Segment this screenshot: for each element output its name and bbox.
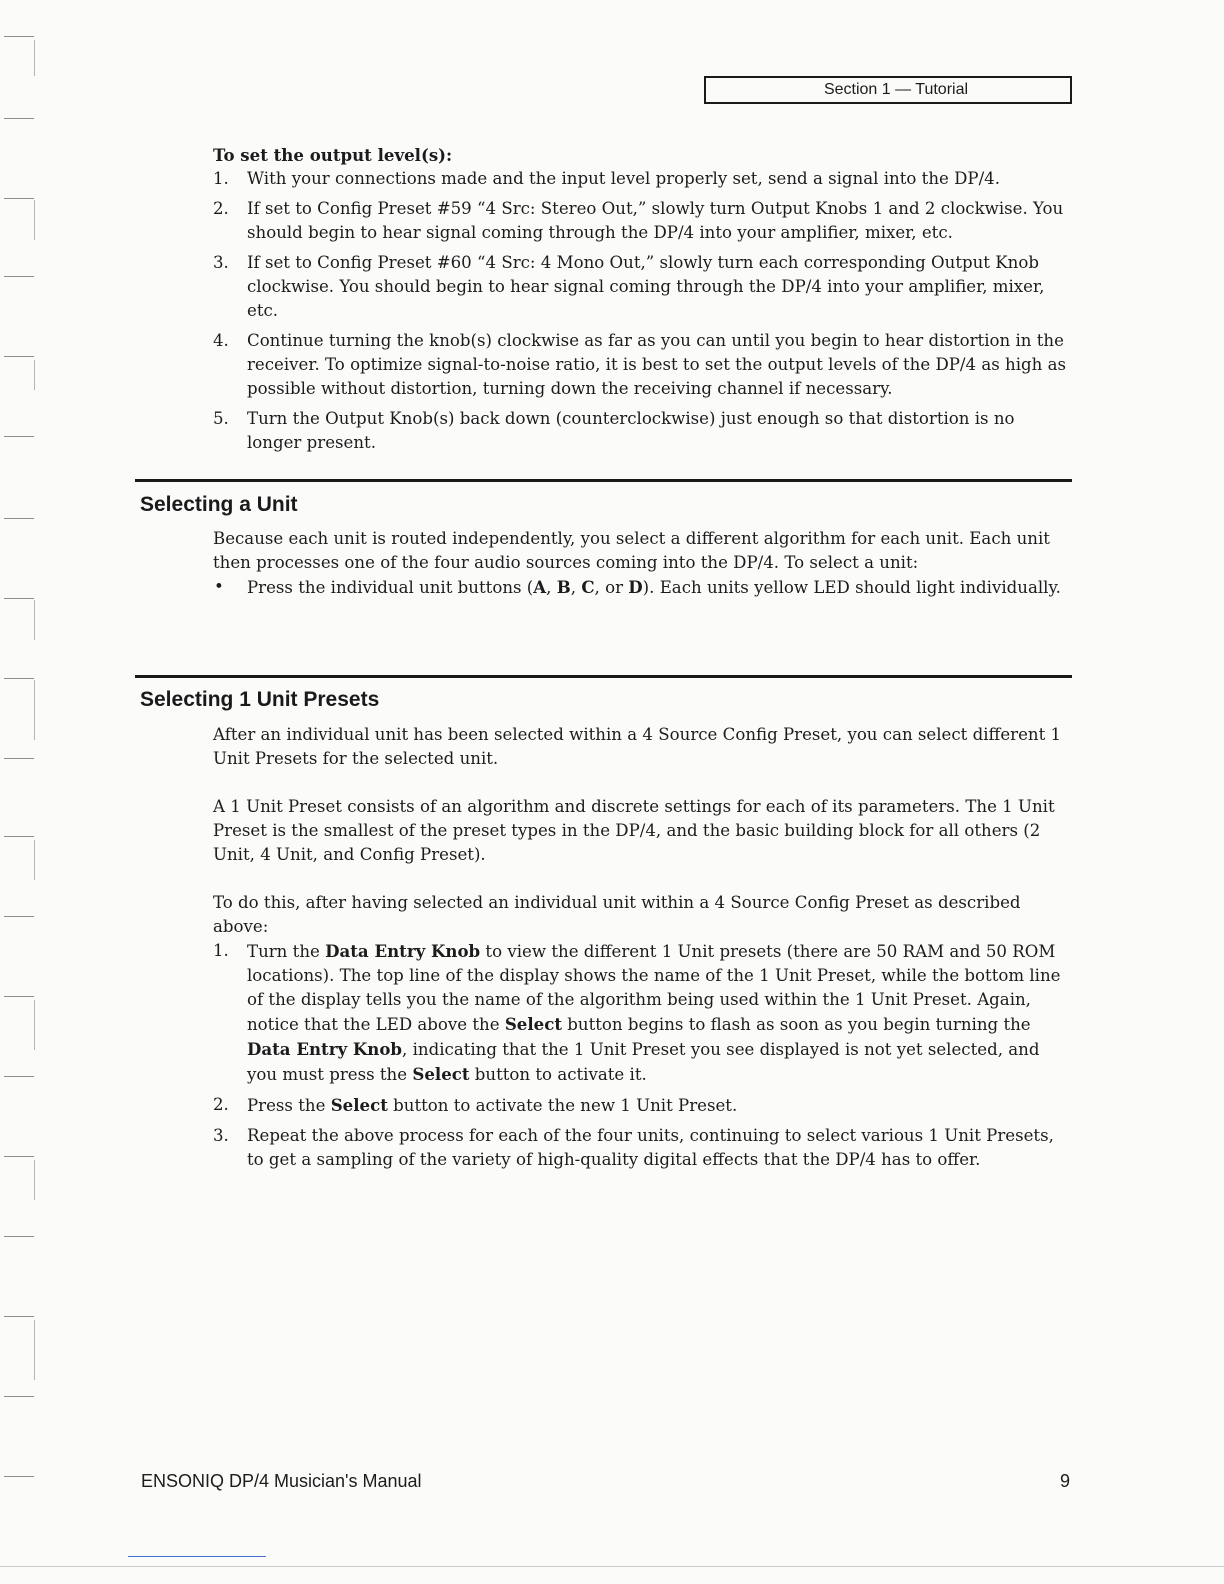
step-text: Turn the Output Knob(s) back down (counterclockwise) just enough so that distortion is no longer present. [247,409,1015,452]
unit-a-label: A [533,577,547,597]
data-entry-knob-label: Data Entry Knob [325,941,481,961]
step-text: , indicating that the 1 Unit Preset you see displayed is not yet selected, and you must press the [247,1040,1040,1084]
step-text: Turn the [247,942,326,961]
page-number: 9 [1059,1471,1070,1491]
step-number: 2. [213,199,229,218]
output-levels-steps [213,167,1073,455]
step-number: 1. [213,169,229,188]
list-item [213,575,1073,600]
selecting-presets-block [213,723,1073,1178]
presets-steps [213,939,1073,1172]
separator: , [570,578,582,597]
section-divider [135,675,1072,678]
step-text: to view the different 1 Unit presets (there are 50 RAM and 50 ROM locations). The top line of the display shows the name of the 1 Unit Preset, while the bottom line of the display tells you the name of the algorithm being used within the 1 Unit Preset. Again, notice that the LED above the [247,942,1061,1034]
step-text: button begins to flash as soon as you begin turning the [562,1015,1031,1034]
output-levels-subheading: To set the output level(s): [213,145,453,165]
output-levels-block [213,143,1073,461]
presets-paragraph-1: After an individual unit has been selected within a 4 Source Config Preset, you can select different 1 Unit Presets for the selected unit. [213,725,1062,768]
unit-c-label: C [581,577,595,597]
separator: , [546,578,557,597]
step-item [213,329,1073,401]
page-bottom-edge [0,1566,1224,1567]
step-text: If set to Config Preset #60 “4 Src: 4 Mono Out,” slowly turn each corresponding Output Knob clockwise. You should begin to hear signal coming through the DP/4 into your amplifier, mixer, etc. [247,253,1045,320]
presets-paragraph-2: A 1 Unit Preset consists of an algorithm and discrete settings for each of its parameters. The 1 Unit Preset is the smallest of the preset types in the DP/4, and the basic building block for all others (2 Unit, 4 Unit, and Config Preset). [213,797,1055,864]
step-text: If set to Config Preset #59 “4 Src: Stereo Out,” slowly turn Output Knobs 1 and 2 clockwise. You should begin to hear signal coming through the DP/4 into your amplifier, mixer, etc. [247,199,1064,242]
bullet-icon: • [214,577,224,596]
bullet-text: ). Each units yellow LED should light individually. [642,578,1061,597]
select-button-label: Select [412,1064,470,1084]
step-text: Repeat the above process for each of the four units, continuing to select various 1 Unit Presets, to get a sampling of the variety of high-quality digital effects that the DP/4 has to offer. [247,1126,1054,1169]
step-number: 3. [213,1126,229,1145]
step-number: 1. [213,941,229,960]
step-text: button to activate the new 1 Unit Preset. [387,1096,738,1115]
section-label: Section 1 — Tutorial [704,76,1072,104]
unit-b-label: B [556,577,571,597]
presets-paragraph-3: To do this, after having selected an individual unit within a 4 Source Config Preset as described above: [213,893,1021,936]
step-item [213,1124,1073,1172]
step-item [213,1093,1073,1118]
step-text: Continue turning the knob(s) clockwise as far as you can until you begin to hear distortion in the receiver. To optimize signal-to-noise ratio, it is best to set the output levels of the DP/4 as high as possible without distortion, turning down the receiving channel if necessary. [247,331,1067,398]
binding-edge [0,0,44,1584]
heading-selecting-presets: Selecting 1 Unit Presets [140,688,380,711]
step-item [213,407,1073,455]
selecting-unit-intro: Because each unit is routed independently, you select a different algorithm for each unit. Each unit then processes one of the four audio sources coming into the DP/4. To select a unit: [213,529,1050,572]
selecting-unit-bullets [213,575,1073,600]
step-text: Press the [247,1096,331,1115]
bullet-text: Press the individual unit buttons ( [247,578,534,597]
step-text: button to activate it. [469,1065,647,1084]
section-divider [135,479,1072,482]
select-button-label: Select [330,1095,388,1115]
step-number: 2. [213,1095,229,1114]
select-button-label: Select [504,1014,562,1034]
step-item [213,939,1073,1087]
step-number: 4. [213,331,229,350]
unit-d-label: D [628,577,643,597]
step-item [213,251,1073,323]
step-item [213,167,1073,191]
heading-selecting-unit: Selecting a Unit [140,493,298,516]
step-number: 5. [213,409,229,428]
step-number: 3. [213,253,229,272]
scan-artifact-line [128,1556,266,1557]
data-entry-knob-label: Data Entry Knob [247,1039,403,1059]
footer-title: ENSONIQ DP/4 Musician's Manual [141,1471,422,1491]
separator: , or [594,578,629,597]
selecting-unit-block [213,527,1073,600]
step-item [213,197,1073,245]
step-text: With your connections made and the input level properly set, send a signal into the DP/4. [247,169,1000,188]
